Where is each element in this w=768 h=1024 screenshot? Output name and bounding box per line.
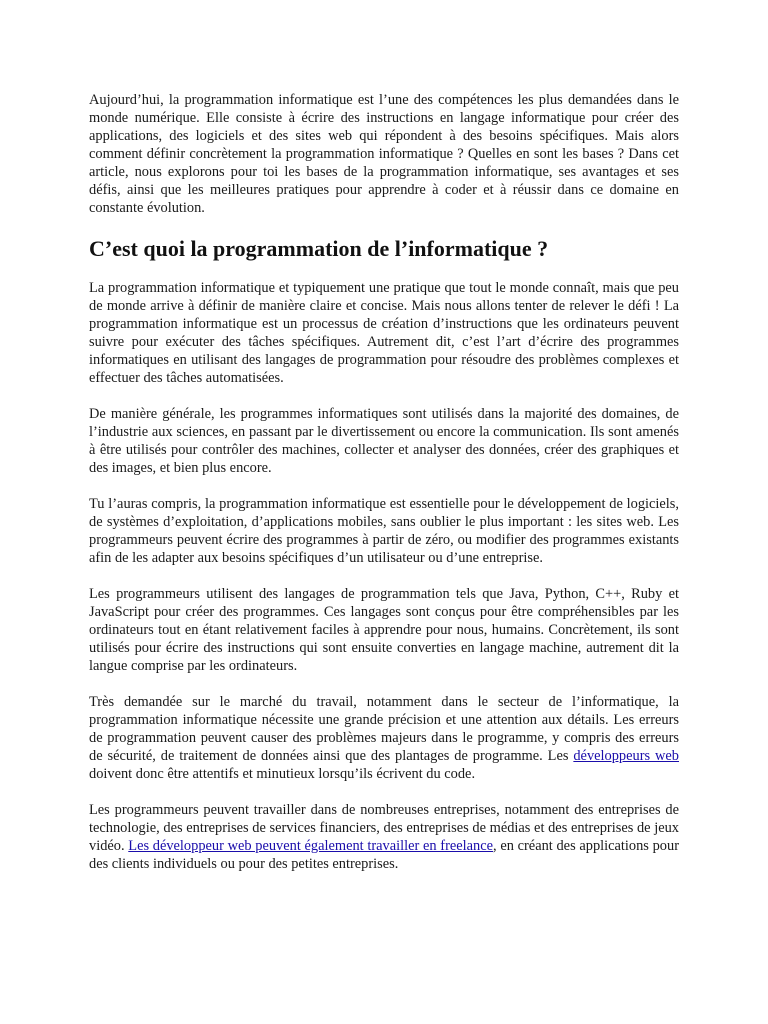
document-page bbox=[89, 91, 679, 891]
section-heading: C’est quoi la programmation de l’informatique ? bbox=[89, 236, 549, 261]
intro-paragraph: Aujourd’hui, la programmation informatique est l’une des compétences les plus demandées dans le monde numérique. Elle consiste à écrire des instructions en langage informatique pour créer des applications, des logiciels et des sites web qui répondent à des besoins spécifiques. Mais alors comment définir concrètement la programmation informatique ? Quelles en sont les bases ? Dans cet article, nous explorons pour toi les bases de la programmation informatique, ses avantages et ses défis, ainsi que les meilleures pratiques pour apprendre à coder et à réussir dans ce domaine en constante évolution. bbox=[89, 92, 679, 216]
paragraph-definition: La programmation informatique et typiquement une pratique que tout le monde connaît, mais que peu de monde arrive à définir de manière claire et concise. Mais nous allons tenter de relever le défi ! La programmation informatique est un processus de création d’instructions que les ordinateurs peuvent suivre pour exécuter des tâches spécifiques. Autrement dit, c’est l’art d’écrire des programmes informatiques en utilisant des langages de programmation pour résoudre des problèmes complexes et effectuer des tâches automatisées. bbox=[89, 280, 679, 386]
link-developpeurs-web[interactable]: développeurs web bbox=[573, 748, 679, 764]
paragraph-employers-text-after: , en créant des applications pour des clients individuels ou pour des petites entreprises. bbox=[89, 838, 679, 872]
link-freelance[interactable]: Les développeur web peuvent également travailler en freelance bbox=[128, 838, 494, 854]
paragraph-precision-text-before: Très demandée sur le marché du travail, notamment dans le secteur de l’informatique, la programmation informatique nécessite une grande précision et une attention aux détails. Les erreurs de programmation peuvent causer des problèmes majeurs dans le programme, y compris des erreurs de sécurité, de traitement de données ainsi que des plantages de programme. Les bbox=[89, 694, 679, 764]
paragraph-precision-text-after: doivent donc être attentifs et minutieux lorsqu’ils écrivent du code. bbox=[89, 766, 476, 782]
paragraph-employers-text-before: Les programmeurs peuvent travailler dans de nombreuses entreprises, notamment des entreprises de technologie, des entreprises de services financiers, des entreprises de médias et des entreprises de jeux vidéo. bbox=[89, 802, 679, 854]
paragraph-domains: De manière générale, les programmes informatiques sont utilisés dans la majorité des domaines, de l’industrie aux sciences, en passant par le divertissement ou encore la communication. Ils sont amenés à être utilisés pour contrôler des machines, collecter et analyser des données, créer des graphiques et des images, et bien plus encore. bbox=[89, 406, 679, 476]
paragraph-employers bbox=[89, 801, 679, 873]
paragraph-precision bbox=[89, 693, 679, 783]
paragraph-languages: Les programmeurs utilisent des langages de programmation tels que Java, Python, C++, Ruby et JavaScript pour créer des programmes. Ces langages sont conçus pour être compréhensibles par les ordinateurs tout en étant relativement faciles à apprendre pour nous, humains. Concrètement, ils sont utilisés pour écrire des instructions qui sont ensuite converties en langage machine, autrement dit la langue comprise par les ordinateurs. bbox=[89, 586, 679, 674]
paragraph-importance: Tu l’auras compris, la programmation informatique est essentielle pour le développement de logiciels, de systèmes d’exploitation, d’applications mobiles, sans oublier le plus important : les sites web. Les programmeurs peuvent écrire des programmes à partir de zéro, ou modifier des programmes existants afin de les adapter aux besoins spécifiques d’un utilisateur ou d’une entreprise. bbox=[89, 496, 679, 566]
